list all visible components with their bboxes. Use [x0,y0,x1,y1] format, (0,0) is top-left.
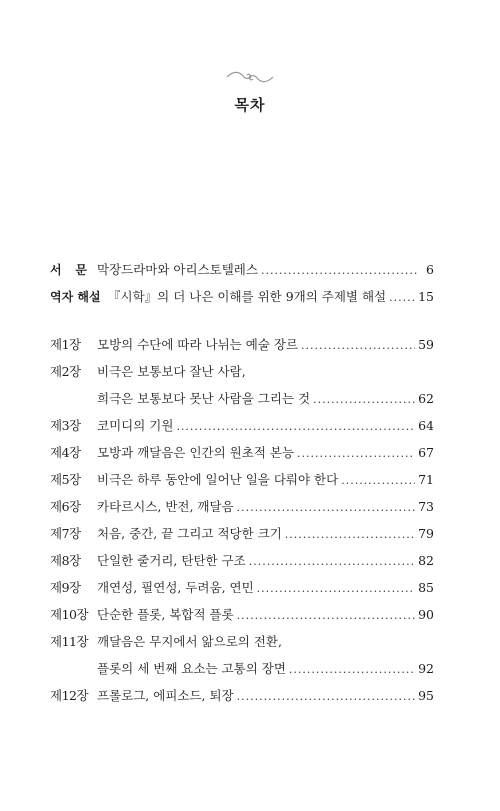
toc-chapter-label: 제1장 [50,337,81,352]
ornament-flourish-icon [225,70,275,84]
toc-label: 역자 해설 [50,290,101,304]
dot-leader [237,683,415,710]
toc-page-number: 92 [418,661,434,676]
toc-entry-title: 단순한 플롯, 복합적 플롯 [97,607,234,622]
toc-entry-title: 막장드라마와 아리스토텔레스 [97,262,258,277]
toc-chapter-label: 제6장 [50,499,81,514]
toc-page-number: 59 [418,337,434,352]
dot-leader [313,386,415,413]
toc-entry-chapter-2-continued [50,385,434,412]
toc-entry-chapter-11 [50,628,434,655]
toc-chapter-label: 제11장 [50,634,89,649]
toc-entry-chapter-9 [50,574,434,601]
table-of-contents [50,256,434,709]
dot-leader [257,575,415,602]
toc-chapter-label: 제10장 [50,607,89,622]
toc-page-number: 71 [418,472,434,487]
toc-page-number: 73 [418,499,434,514]
toc-entry-title: 개연성, 필연성, 두려움, 연민 [97,580,254,595]
toc-entry-title: 비극은 하루 동안에 일어난 일을 다뤄야 한다 [97,472,339,487]
dot-leader [285,521,415,548]
toc-entry-title-continued: 플롯의 세 번째 요소는 고통의 장면 [97,661,286,676]
toc-page-number: 82 [418,553,434,568]
toc-entry-chapter-3 [50,412,434,439]
toc-entry-chapter-1 [50,331,434,358]
toc-entry-chapter-2 [50,358,434,385]
toc-entry-title-continued: 희극은 보통보다 못난 사람을 그리는 것 [97,391,311,406]
toc-entry-title: 비극은 보통보다 잘난 사람, [97,364,246,379]
dot-leader [297,440,415,467]
toc-page-number: 6 [426,262,434,277]
toc-chapter-label: 제3장 [50,418,81,433]
toc-entry-translator-commentary [50,283,434,310]
toc-chapter-label: 제8장 [50,553,81,568]
toc-page-number: 79 [418,526,434,541]
dot-leader [176,413,415,440]
dot-leader [237,494,415,521]
dot-leader [289,656,415,683]
toc-entry-title: 모방과 깨달음은 인간의 원초적 본능 [97,445,295,460]
toc-entry-title: 깨달음은 무지에서 앎으로의 전환, [97,634,282,649]
toc-chapter-label: 제5장 [50,472,81,487]
dot-leader [237,602,415,629]
toc-entry-chapter-10 [50,601,434,628]
toc-entry-chapter-6 [50,493,434,520]
toc-entry-preface [50,256,434,283]
dot-leader [389,284,415,311]
dot-leader [301,332,415,359]
toc-label: 서 문 [50,263,87,277]
toc-page-number: 62 [418,391,434,406]
dot-leader [261,257,417,284]
toc-chapter-label: 제12장 [50,688,89,703]
toc-entry-title: 카타르시스, 반전, 깨달음 [97,499,234,514]
toc-entry-title: 코미디의 기원 [97,418,174,433]
toc-page-number: 15 [418,289,434,304]
toc-entry-title: 단일한 줄거리, 탄탄한 구조 [97,553,246,568]
dot-leader [249,548,415,575]
toc-entry-chapter-12 [50,682,434,709]
toc-entry-chapter-7 [50,520,434,547]
toc-chapter-label: 제2장 [50,364,81,379]
toc-page-number: 95 [418,688,434,703]
toc-entry-title: 모방의 수단에 따라 나뉘는 예술 장르 [97,337,298,352]
toc-chapter-label: 제9장 [50,580,81,595]
toc-page-number: 64 [418,418,434,433]
toc-entry-chapter-5 [50,466,434,493]
toc-entry-title: 처음, 중간, 끝 그리고 적당한 크기 [97,526,282,541]
toc-page-number: 90 [418,607,434,622]
toc-entry-title: 프롤로그, 에피소드, 퇴장 [97,688,234,703]
toc-chapter-label: 제7장 [50,526,81,541]
toc-page-number: 85 [418,580,434,595]
page-title: 목차 [234,96,266,114]
toc-page-number: 67 [418,445,434,460]
toc-entry-chapter-11-continued [50,655,434,682]
toc-entry-title: 『시학』의 더 나은 이해를 위한 9개의 주제별 해설 [108,289,387,304]
dot-leader [341,467,415,494]
toc-chapter-label: 제4장 [50,445,81,460]
toc-entry-chapter-8 [50,547,434,574]
toc-entry-chapter-4 [50,439,434,466]
